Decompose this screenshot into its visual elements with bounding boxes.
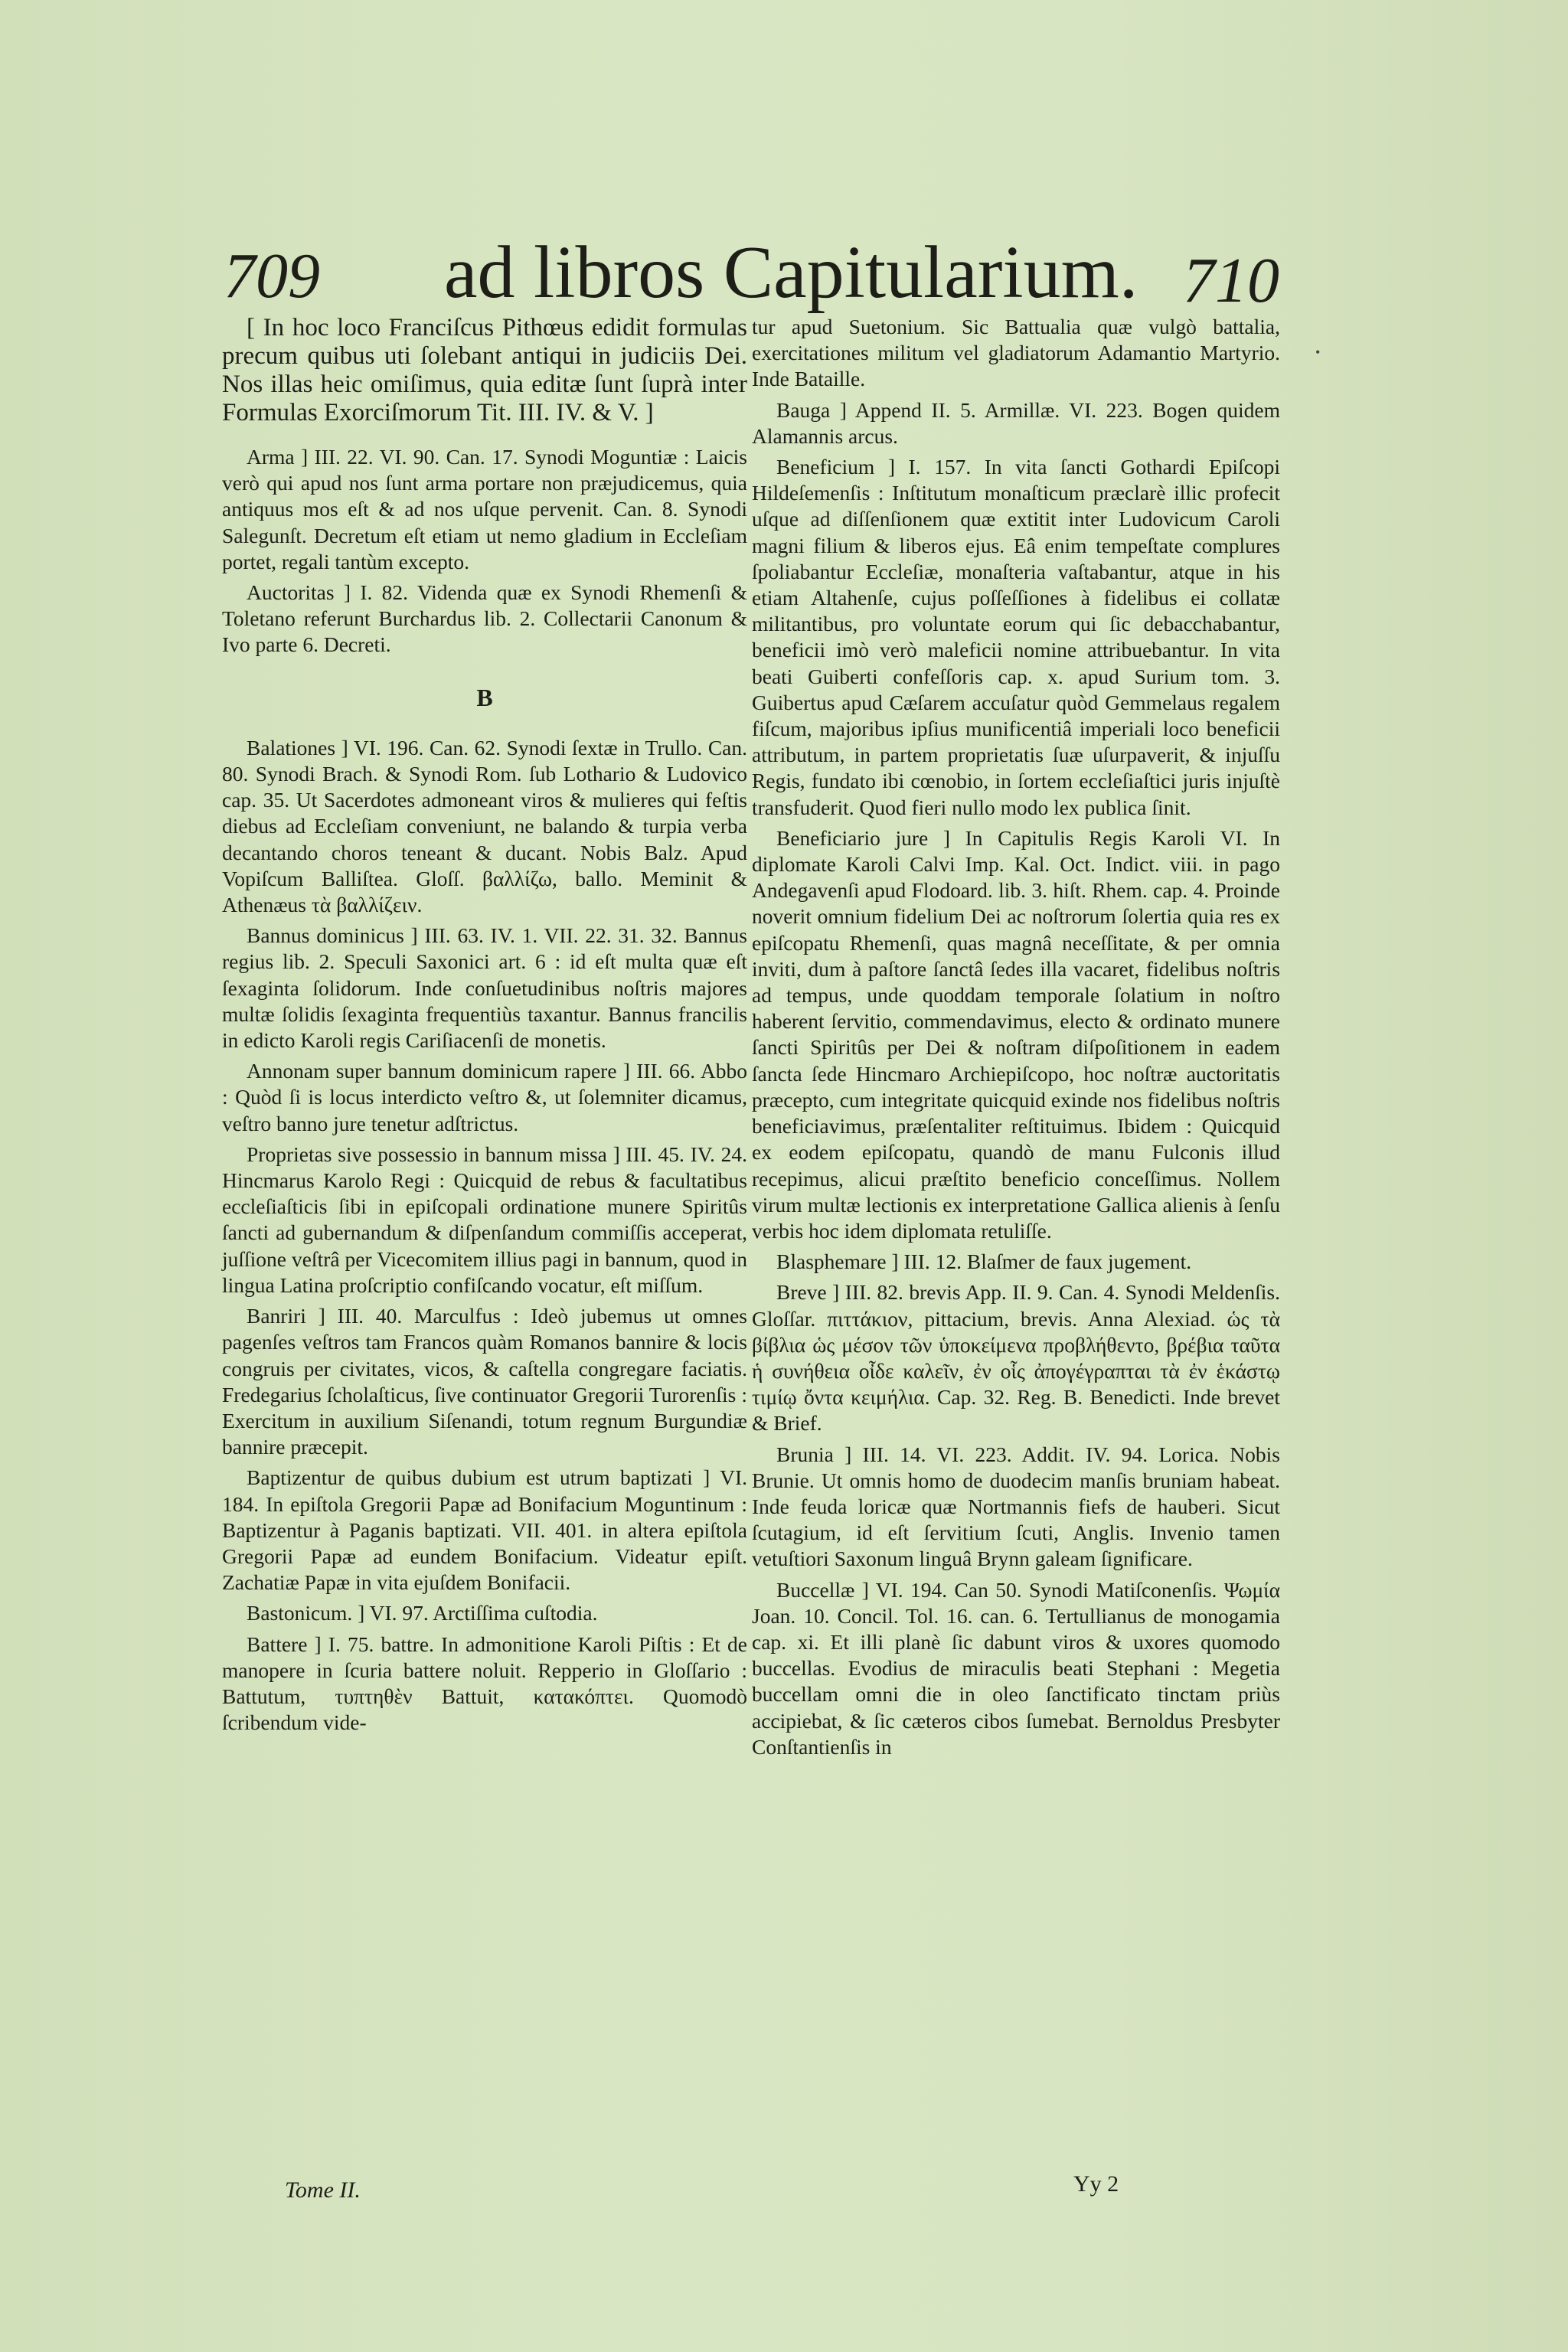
entry-bannus-dominicus: Bannus dominicus ] III. 63. IV. 1. VII. 22. 31. 32. Bannus regius lib. 2. Speculi Saxonici art. 6 : id eſt multa quæ eſt ſexaginta ſolidorum. Inde conſuetudinibus noſtris majores multæ ſolidis ſexaginta frequentiùs taxantur. Bannus francilis in edicto Karoli regis Cariſiacenſi de monetis. — [222, 923, 747, 1053]
entry-balationes: Balationes ] VI. 196. Can. 62. Synodi ſextæ in Trullo. Can. 80. Synodi Brach. & Synodi Rom. ſub Lothario & Ludovico cap. 35. Ut Sacerdotes admoneant viros & mulieres qui feſtis diebus ad Eccleſiam conveniunt, ne balando & turpia verba decantando choros teneant & ducant. Nobis Balz. Apud Vopiſcum Balliſtea. Gloſſ. βαλλίζω, ballo. Meminit & Athenæus τὰ βαλλίζειν. — [222, 735, 747, 917]
entry-banriri: Banriri ] III. 40. Marculfus : Ideò jubemus ut omnes pagenſes veſtros tam Francos quàm Romanos bannire & locis congruis per civitates, vicos, & caſtella congregare faciatis. Fredegarius ſcholaſticus, ſive continuator Gregorii Turorenſis : Exercitum in auxilium Siſenandi, totum regnum Burgundiæ bannire præcepit. — [222, 1304, 747, 1459]
left-column — [222, 314, 747, 1740]
entry-baptizentur: Baptizentur de quibus dubium est utrum baptizati ] VI. 184. In epiſtola Gregorii Papæ ad Bonifacium Moguntinum : Baptizentur à Paganis baptizati. VII. 401. in altera epiſtola Gregorii Papæ ad eundem Bonifacium. Videatur epiſt. Zachatiæ Papæ in vita ejuſdem Bonifacii. — [222, 1465, 747, 1595]
entry-battere-cont: tur apud Suetonium. Sic Battualia quæ vulgò battalia, exercitationes militum vel gladiatorum Adamantio Martyrio. Inde Bataille. — [752, 315, 1280, 391]
intro-note: [ In hoc loco Franciſcus Pithœus edidit formulas precum quibus uti ſolebant antiqui in judiciis Dei. Nos illas heic omiſimus, quia editæ ſunt ſuprà inter Formulas Exorciſmorum Tit. III. IV. & V. ] — [222, 314, 747, 426]
entry-blasphemare: Blasphemare ] III. 12. Blaſmer de faux jugement. — [776, 1250, 1192, 1274]
signature-mark: Yy 2 — [1073, 2171, 1119, 2197]
running-title: ad libros Capitularium. — [444, 231, 1138, 314]
entry-breve: Breve ] III. 82. brevis App. II. 9. Can. 4. Synodi Meldenſis. Gloſſar. πιττάκιον, pittacium, brevis. Anna Alexiad. ὡς τὰ βίβλια ὡς μέσον τῶν ὑποκείμενα προβλήθεντο, βρέβια ταῦτα ἡ συνήθεια οἶδε καλεῖν, ἐν οἷς ἀπογέγραπται τὰ ἐν ἑκάστῳ τιμίῳ ὄντα κειμήλια. Cap. 32. Reg. B. Benedicti. Inde brevet & Brief. — [752, 1280, 1280, 1436]
section-letter: B — [476, 683, 493, 711]
entry-bauga: Bauga ] Append II. 5. Armillæ. VI. 223. Bogen quidem Alamannis arcus. — [752, 397, 1280, 448]
entry-beneficium: Beneficium ] I. 157. In vita ſancti Gothardi Epiſcopi Hildeſemenſis : Inſtitutum monaſticum præclarè illic profecit uſque ad diſſenſionem quæ extitit inter Ludovicum Caroli magni filium & liberos ejus. Eâ enim tempeſtate complures ſpoliabantur Eccleſiæ, monaſteria vaſtabantur, atque in his etiam Altahenſe, cujus poſſeſſiones à fidelibus ei collatæ militantibus, pro voluntate eorum qui ſic debacchabantur, beneficii imò verò maleficii nomine attribuebantur. In vita beati Guiberti confeſſoris cap. x. apud Surium tom. 3. Guibertus apud Cæſarem accuſatur quòd Gemmelaus regalem fiſcum, majoribus ipſius munificentiâ imperiali loco beneficii attributum, in partem proprietatis ſuæ uſurpaverit, & injuſſu Regis, fundato ibi cœnobio, in ſortem eccleſiaſtici juris injuſtè transfuderit. Quod fieri nullo modo lex publica ſinit. — [752, 455, 1280, 819]
entry-brunia: Brunia ] III. 14. VI. 223. Addit. IV. 94. Lorica. Nobis Brunie. Ut omnis homo de duodecim manſis bruniam habeat. Inde feuda loricæ quæ Nortmannis fiefs de hauberi. Sicut ſcutagium, id eſt ſervitium ſcuti, Anglis. Invenio tamen vetuſtiori Saxonum linguâ Brynn galeam ſignificare. — [752, 1442, 1280, 1571]
entry-auctoritas: Auctoritas ] I. 82. Videnda quæ ex Synodi Rhemenſi & Toletano referunt Burchardus lib. 2. Collectarii Canonum & Ivo parte 6. Decreti. — [222, 580, 747, 657]
page-number-left: 709 — [224, 240, 320, 312]
page-number-right: 710 — [1183, 245, 1279, 316]
entry-beneficiario-jure: Beneficiario jure ] In Capitulis Regis Karoli VI. In diplomate Karoli Calvi Imp. Kal. Oct. Indict. viii. in pago Andegavenſi apud Flodoard. lib. 3. hiſt. Rhem. cap. 4. Proinde noverit omnium fidelium Dei ac noſtrorum ſolertia quia res ex epiſcopatu Rhemenſi, quas magnâ neceſſitate, & per omnia inviti, dum à paſtore ſanctâ ſedes illa vacaret, fidelibus noſtris ad tempus, unde quoddam temporale ſolatium in noſtro haberent ſervitio, commendavimus, electo & ordinato munere ſancti Spiritûs per Dei & noſtram diſpoſitionem in eadem ſancta ſede Hincmaro Archiepiſcopo, hoc noſtræ auctoritatis præcepto, cum integritate quicquid exinde nos fidelibus noſtris beneficiavimus, præſentaliter reſtituimus. Ibidem : Quicquid ex eodem epiſcopatu, quandò de manu Fulconis illud recepimus, alicui præſtito beneficio conceſſimus. Nollem virum multæ lectionis ex interpretatione Gallica alienis à ſenſu verbis hoc idem diplomata retuliſſe. — [752, 825, 1280, 1243]
margin-dot: • — [1315, 345, 1321, 360]
tome-label: Tome II. — [285, 2177, 361, 2203]
entry-battere: Battere ] I. 75. battre. In admonitione Karoli Piſtis : Et de manopere in ſcuria battere noluit. Repperio in Gloſſario : Battutum, τυπτηθὲν Battuit, κατακόπτει. Quomodò ſcribendum vide- — [222, 1632, 747, 1735]
entry-bastonicum: Bastonicum. ] VI. 97. Arctiſſima cuſtodia. — [247, 1601, 598, 1625]
entry-arma: Arma ] III. 22. VI. 90. Can. 17. Synodi Moguntiæ : Laicis verò qui apud nos ſunt arma portare non præjudicemus, quia antiquus mos eſt & ad nos uſque pervenit. Can. 8. Synodi Salegunſt. Decretum eſt etiam ut nemo gladium in Eccleſiam portet, regali tantùm excepto. — [222, 445, 747, 573]
right-column — [752, 314, 1280, 1765]
entry-buccellae: Buccellæ ] VI. 194. Can 50. Synodi Matiſconenſis. Ψωμία Joan. 10. Concil. Tol. 16. can. 6. Tertullianus de monogamia cap. xi. Et illi planè ſic dabunt viros & uxores quomodo buccellas. Evodius de miraculis beati Stephani : Megetia buccellam omni die in oleo ſanctificato tinctam priùs accipiebat, & ſic cæteros cibos ſumebat. Bernoldus Presbyter Conſtantienſis in — [752, 1577, 1280, 1759]
entry-proprietas: Proprietas sive possessio in bannum missa ] III. 45. IV. 24. Hincmarus Karolo Regi : Quicquid de rebus & facultatibus eccleſiaſticis ſibi in epiſcopali ordinatione munere Spiritûs ſancti ad gubernandum & diſpenſandum commiſſis acceperat, juſſione veſtrâ per Vicecomitem illius pagi in bannum, quod in lingua Latina proſcriptio confiſcando vocatur, eſt miſſum. — [222, 1142, 747, 1297]
entry-annonam: Annonam super bannum dominicum rapere ] III. 66. Abbo : Quòd ſi is locus interdicto veſtro &, ut ſolemniter dicamus, veſtro banno jure tenetur adſtrictus. — [222, 1059, 747, 1135]
